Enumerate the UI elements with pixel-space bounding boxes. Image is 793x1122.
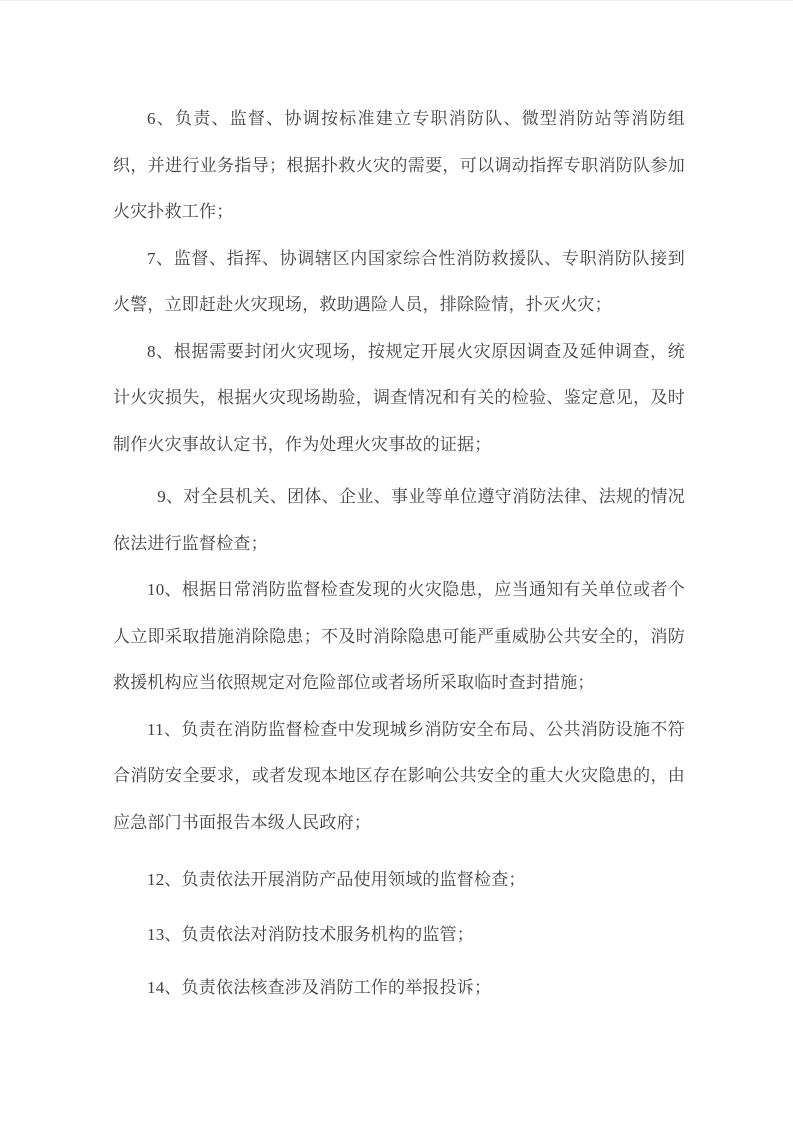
numbered-clause-6: 6、负责、监督、协调按标准建立专职消防队、微型消防站等消防组织，并进行业务指导；根据扑救火灾的需要，可以调动指挥专职消防队参加火灾扑救工作； <box>113 109 685 221</box>
numbered-clause-8: 8、根据需要封闭火灾现场，按规定开展火灾原因调查及延伸调查，统计火灾损失，根据火灾现场勘验，调查情况和有关的检验、鉴定意见，及时制作火灾事故认定书，作为处理火灾事故的证据； <box>113 341 685 454</box>
numbered-clause-12: 12、负责依法开展消防产品使用领域的监督检查； <box>147 870 526 889</box>
numbered-clause-7: 7、监督、指挥、协调辖区内国家综合性消防救援队、专职消防队接到火警，立即赶赴火灾现场，救助遇险人员，排除险情，扑灭火灾； <box>113 248 685 314</box>
document-body <box>113 96 685 1012</box>
numbered-clause-11: 11、负责在消防监督检查中发现城乡消防安全布局、公共消防设施不符合消防安全要求，或者发现本地区存在影响公共安全的重大火灾隐患的，由应急部门书面报告本级人民政府； <box>113 719 685 832</box>
numbered-clause-13: 13、负责依法对消防技术服务机构的监管； <box>147 924 474 944</box>
numbered-clause-9: 9、对全县机关、团体、企业、事业等单位遵守消防法律、法规的情况依法进行监督检查； <box>113 487 685 553</box>
numbered-clause-14: 14、负责依法核查涉及消防工作的举报投诉； <box>147 978 492 997</box>
numbered-clause-10: 10、根据日常消防监督检查发现的火灾隐患，应当通知有关单位或者个人立即采取措施消除隐患；不及时消除隐患可能严重威胁公共安全的，消防救援机构应当依照规定对危险部位或者场所采取临时查封措施； <box>113 580 685 692</box>
